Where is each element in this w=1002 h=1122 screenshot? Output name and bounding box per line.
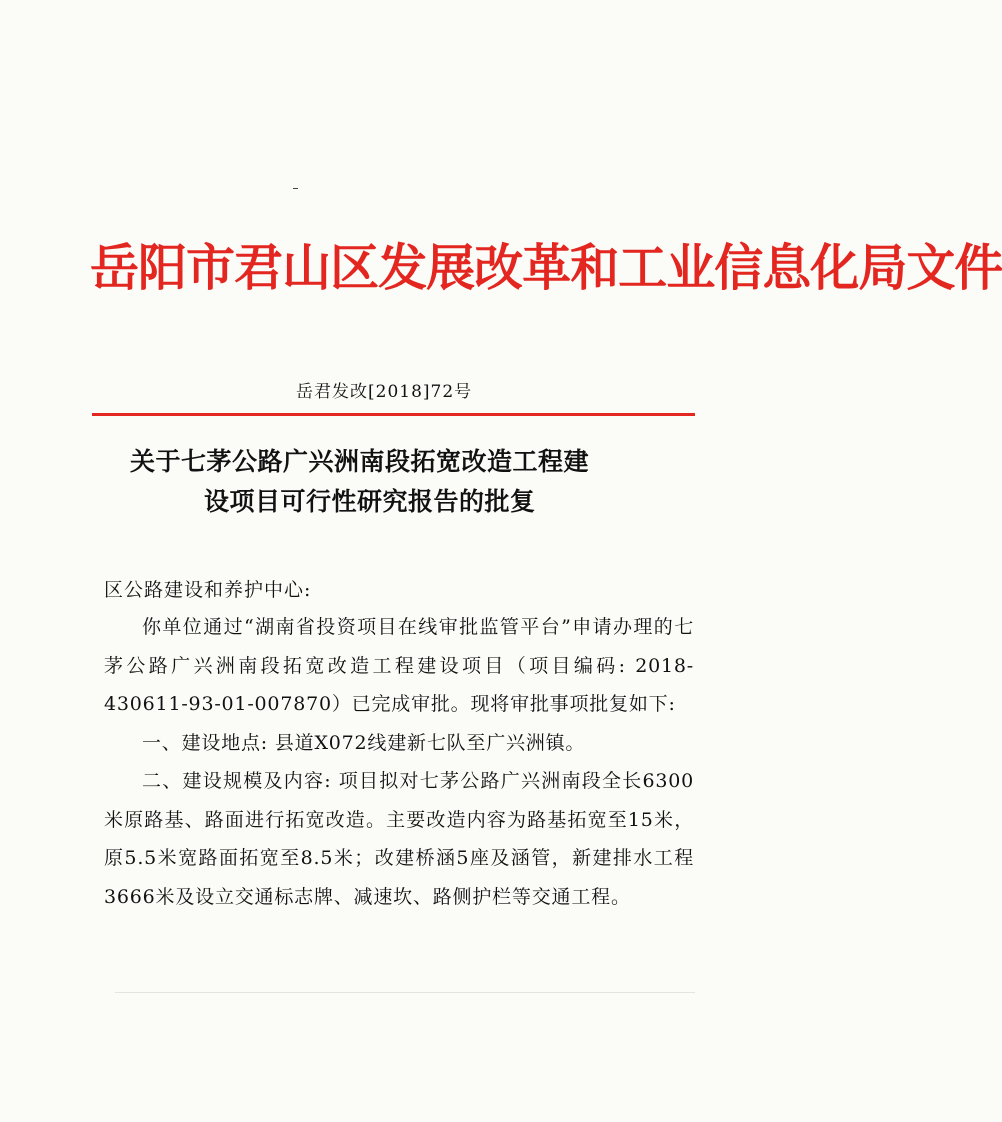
subject-line-2: 设项目可行性研究报告的批复 bbox=[204, 487, 536, 516]
document-body bbox=[104, 608, 694, 916]
body-paragraph-location: 一、建设地点: 县道X072线建新七队至广兴洲镇。 bbox=[142, 731, 586, 754]
document-subject bbox=[104, 442, 704, 522]
body-paragraph-intro: 你单位通过“湖南省投资项目在线审批监管平台”申请办理的七茅公路广兴洲南段拓宽改造工程建设项目（项目编码: 2018-430611-93-01-007870）已完成审批。现将审批事项批复如下: bbox=[104, 616, 694, 715]
red-divider-line bbox=[92, 413, 695, 416]
margin-mark bbox=[293, 188, 298, 189]
subject-line-1: 关于七茅公路广兴洲南段拓宽改造工程建 bbox=[130, 447, 590, 476]
bleed-through-line bbox=[115, 992, 695, 993]
issuer-header: 岳阳市君山区发展改革和工业信息化局文件 bbox=[90, 238, 1002, 297]
body-paragraph-scale: 二、建设规模及内容: 项目拟对七茅公路广兴洲南段全长6300米原路基、路面进行拓宽改造。主要改造内容为路基拓宽至15米，原5.5米宽路面拓宽至8.5米；改建桥涵5座及涵管，新建排水工程3666米及设立交通标志牌、减速坎、路侧护栏等交通工程。 bbox=[104, 770, 694, 908]
recipient: 区公路建设和养护中心: bbox=[104, 579, 312, 601]
document-number: 岳君发改[2018]72号 bbox=[296, 382, 473, 402]
